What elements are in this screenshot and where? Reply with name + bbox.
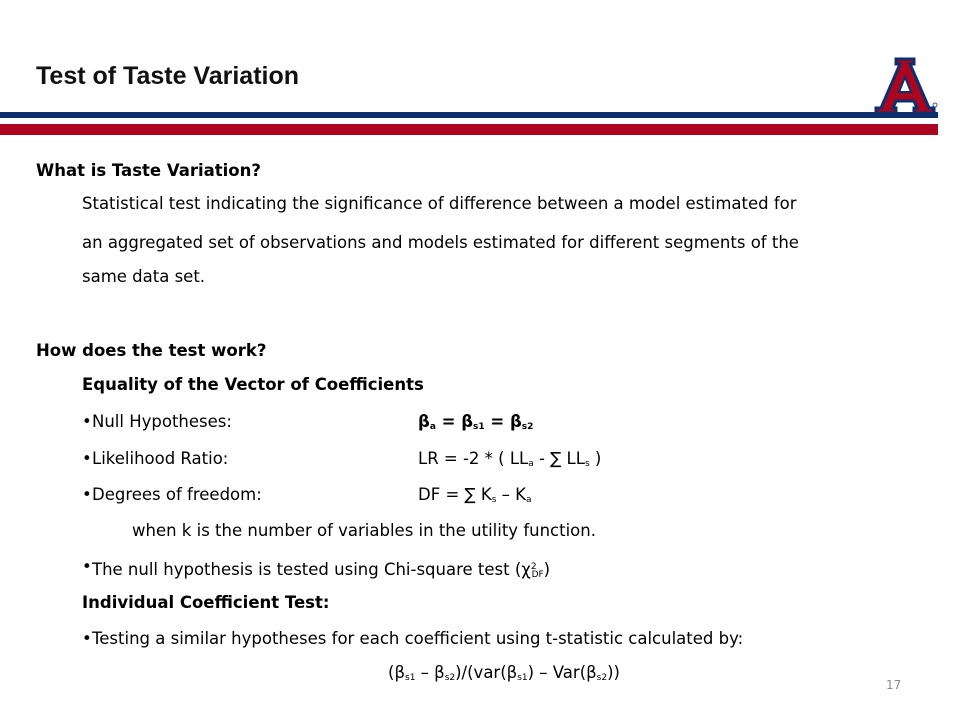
null-label: Null Hypotheses: [92,412,232,431]
university-a-logo-icon [872,56,938,114]
df-label: Degrees of freedom: [92,485,262,504]
header-red-bar [0,124,938,135]
lr-formula: LR = -2 * ( $LL_a$ - ∑ $LL_s$ ) [418,449,602,469]
subheading-individual: Individual Coefficient Test: [82,593,330,612]
section-heading-how: How does the test work? [36,341,267,360]
bullet-null-hypotheses [92,411,534,433]
definition-line-2: an aggregated set of observations and models estimated for different segments of the [82,233,799,252]
null-formula: $\beta_a = \beta_{s1} = \beta_{s2}$ [418,412,534,432]
bullet-chi-square: • The null hypothesis is tested using Chi-square test $(\chi^2_{DF})$ [92,556,550,586]
t-statistic-formula: $(\beta_{s1} - \beta_{s2})/(var(\beta_{s1}) - Var(\beta_{s2}))$ [388,663,620,683]
subheading-equality: Equality of the Vector of Coefficients [82,375,424,394]
bullet-degrees-of-freedom [92,484,532,506]
lr-label: Likelihood Ratio: [92,449,229,468]
section-heading-what: What is Taste Variation? [36,161,261,180]
page-number: 17 [886,678,902,692]
definition-line-3: same data set. [82,267,206,286]
df-note: when k is the number of variables in the utility function. [132,521,596,540]
definition-line-1: Statistical test indicating the significance of difference between a model estimated for [82,194,797,213]
header-navy-bar [0,112,938,118]
bullet-individual-test: • Testing a similar hypotheses for each coefficient using t-statistic calculated by: [92,628,743,650]
slide-title: Test of Taste Variation [36,62,300,90]
df-formula: DF = ∑ $K_s - K_a$ [418,485,532,505]
bullet-likelihood-ratio [92,448,602,470]
